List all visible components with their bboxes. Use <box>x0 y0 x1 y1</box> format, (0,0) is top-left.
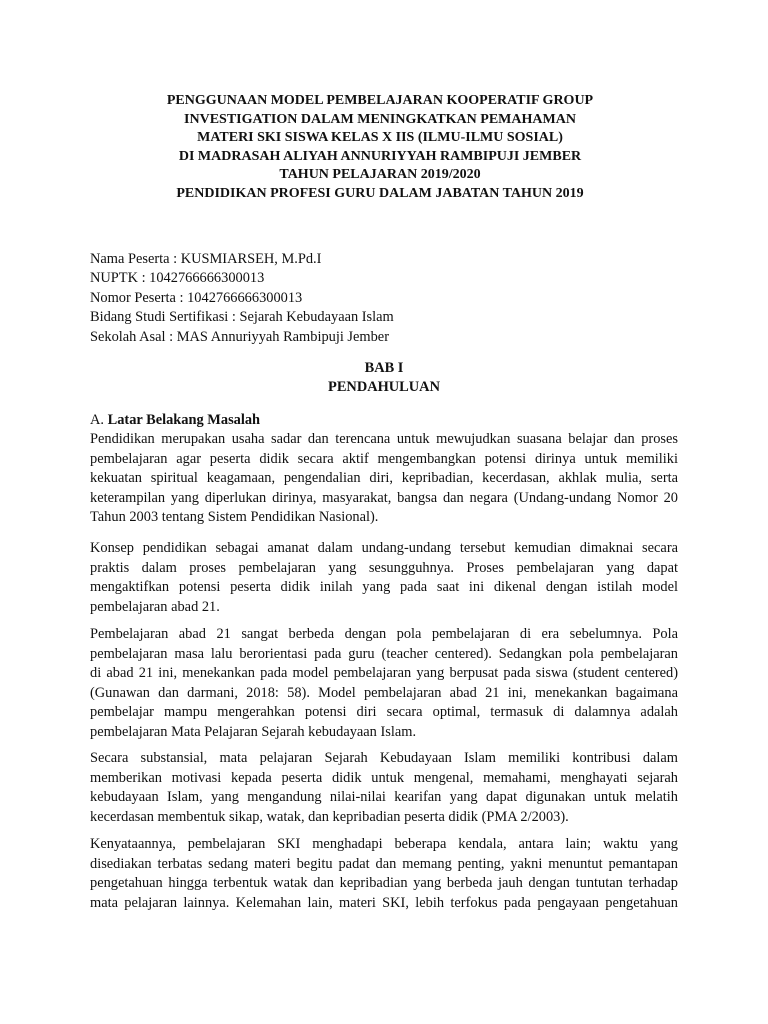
paragraph-line: (Gunawan dan darmani, 2018: 58). Model pembelajaran abad 21 ini, menekankan bagaimana <box>90 684 678 701</box>
chapter-title: PENDAHULUAN <box>328 379 440 396</box>
title-line: TAHUN PELAJARAN 2019/2020 <box>279 167 481 183</box>
paragraph-line: Tahun 2003 tentang Sistem Pendidikan Nasional). <box>90 509 379 525</box>
section-number: A. <box>90 412 104 428</box>
paragraph-line: kekuatan spiritual keagamaan, pengendalian diri, kepribadian, kecerdasan, akhlak mulia, serta <box>90 470 678 486</box>
paragraph-line: pengetahuan hingga terbentuk watak dan kepribadian yang berbeda jauh dengan tuntutan terhadap <box>90 875 678 891</box>
paragraph-line: pembelajaran masa lalu berorientasi pada guru (teacher centered). Sedangkan pola pembelajaran <box>90 645 678 662</box>
paragraph-line: kebudayaan Islam, yang mengandung nilai-nilai kearifan yang dapat digunakan untuk melatih <box>90 789 678 805</box>
title-line: MATERI SKI SISWA KELAS X IIS (ILMU-ILMU SOSIAL) <box>197 130 563 146</box>
participant-name: Nama Peserta : KUSMIARSEH, M.Pd.I <box>90 251 322 267</box>
paragraph-line: keterampilan yang diperlukan dirinya, masyarakat, bangsa dan negara (Undang-undang Nomor 20 <box>90 489 678 506</box>
paragraph-line: mata pelajaran lainnya. Kelemahan lain, materi SKI, lebih terfokus pada pengayaan pengetahuan <box>90 894 678 911</box>
section-heading <box>90 411 690 431</box>
title-line: PENDIDIKAN PROFESI GURU DALAM JABATAN TAHUN 2019 <box>176 185 584 201</box>
certification-field: Bidang Studi Sertifikasi : Sejarah Kebudayaan Islam <box>90 309 394 326</box>
paragraph-line: disediakan terbatas sedang materi begitu padat dan memang penting, yakni menuntut pemantapan <box>90 855 678 872</box>
paragraph-line: pembelajar mampu mengerahkan potensi diri secara optimal, termasuk di dalamnya adalah <box>90 704 678 720</box>
participant-number: Nomor Peserta : 1042766666300013 <box>90 289 303 306</box>
paragraph-line: pembelajaran Mata Pelajaran Sejarah kebudayaan Islam. <box>90 723 417 740</box>
paragraph-1 <box>90 430 678 528</box>
paragraph-5 <box>90 835 678 913</box>
participant-identity <box>90 250 690 347</box>
paragraph-3 <box>90 625 678 742</box>
paragraph-line: Pembelajaran abad 21 sangat berbeda dengan pola pembelajaran di era sebelumnya. Pola <box>90 626 678 642</box>
paragraph-line: pembelajaran abad 21. <box>90 598 220 615</box>
paragraph-line: di abad 21 ini, menekankan pada model pembelajaran yang berpusat pada siswa (student centered) <box>90 665 678 681</box>
paragraph-4 <box>90 749 678 827</box>
paragraph-2 <box>90 539 678 617</box>
paragraph-line: Kenyataannya, pembelajaran SKI menghadapi beberapa kendala, antara lain; waktu yang <box>90 836 678 852</box>
title-line: PENGGUNAAN MODEL PEMBELAJARAN KOOPERATIF GROUP <box>166 93 594 108</box>
paragraph-line: memberikan motivasi kepada peserta didik untuk mengenal, memahami, menghayati sejarah <box>90 769 678 786</box>
chapter-number: BAB I <box>364 360 404 376</box>
participant-nuptk: NUPTK : 1042766666300013 <box>90 270 265 287</box>
paragraph-line: kecerdasan membentuk sikap, watak, dan kepribadian peserta didik (PMA 2/2003). <box>90 808 569 825</box>
paragraph-line: mengaktifkan potensi peserta didik inilah yang pada saat ini dikenal dengan istilah model <box>90 579 678 595</box>
title-line: DI MADRASAH ALIYAH ANNURIYYAH RAMBIPUJI JEMBER <box>178 148 582 164</box>
title-line: INVESTIGATION DALAM MENINGKATKAN PEMAHAMAN <box>184 111 576 127</box>
origin-school: Sekolah Asal : MAS Annuriyyah Rambipuji Jember <box>90 328 389 345</box>
paragraph-line: Konsep pendidikan sebagai amanat dalam undang-undang tersebut kemudian dimaknai secara <box>90 540 678 556</box>
section-title: Latar Belakang Masalah <box>107 412 261 428</box>
paragraph-line: Pendidikan merupakan usaha sadar dan terencana untuk mewujudkan suasana belajar dan proses <box>90 431 678 447</box>
document-title <box>80 92 680 204</box>
paragraph-line: pembelajaran agar peserta didik secara aktif mengembangkan potensi dirinya untuk memiliki <box>90 450 678 467</box>
paragraph-line: praktis dalam proses pembelajaran yang sesungguhnya. Proses pembelajaran yang dapat <box>90 559 678 576</box>
paragraph-line: Secara substansial, mata pelajaran Sejarah Kebudayaan Islam memiliki kontribusi dalam <box>90 750 678 766</box>
chapter-heading <box>90 359 678 398</box>
